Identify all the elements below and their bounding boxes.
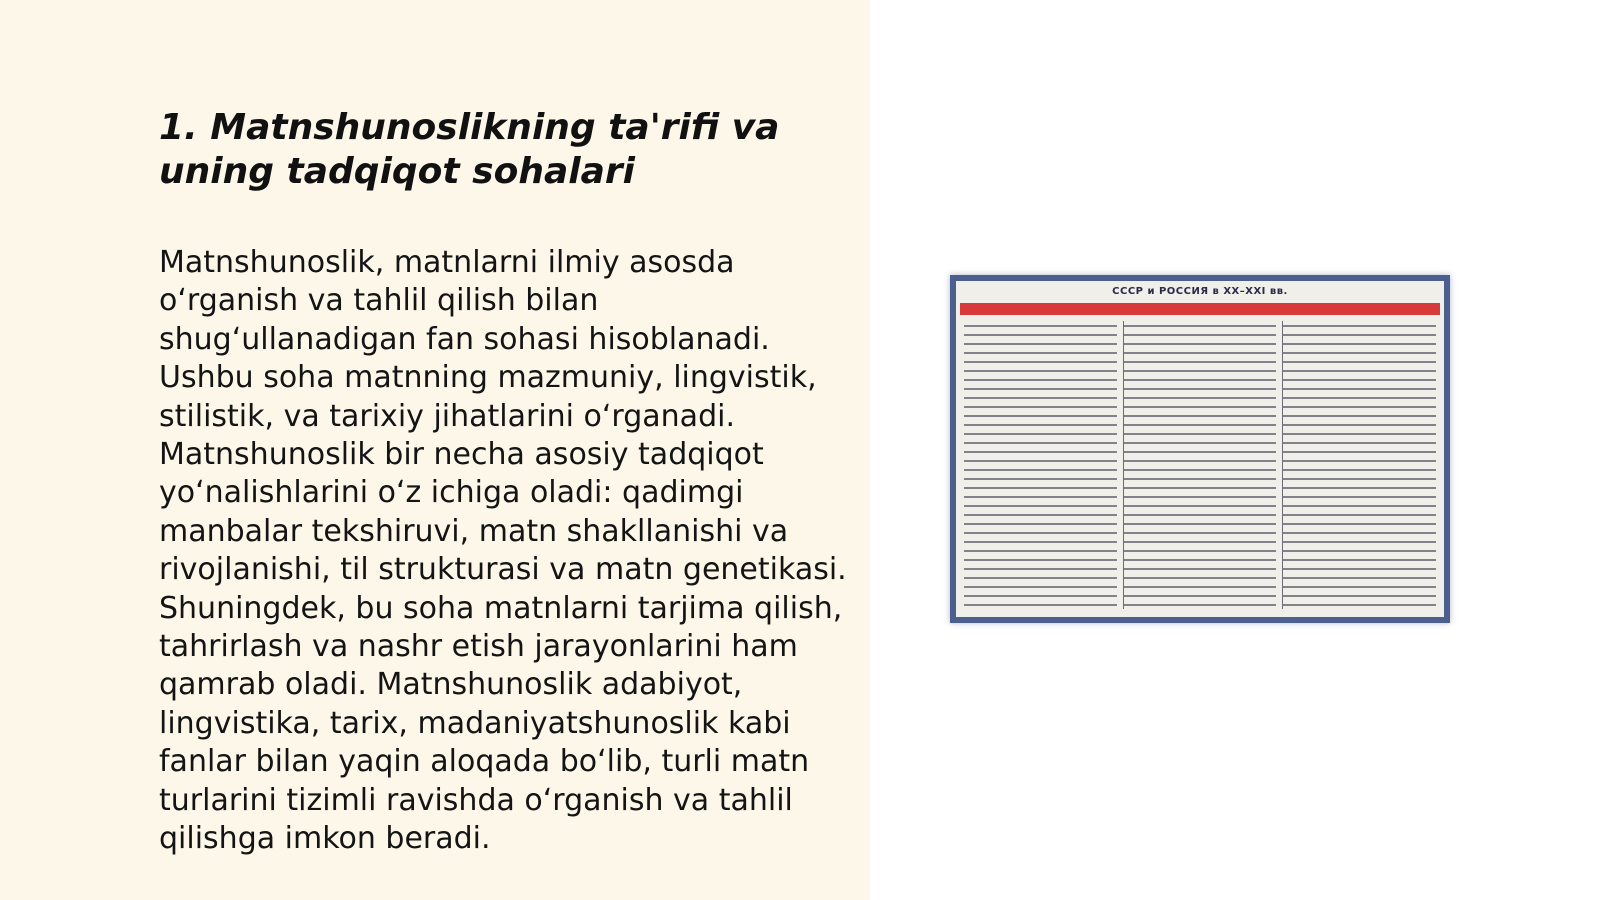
image-red-band xyxy=(960,303,1440,315)
image-text-column xyxy=(964,321,1117,609)
image-sheet xyxy=(956,281,1444,617)
image-heading: СССР и РОССИЯ в XX–XXI вв. xyxy=(1112,286,1288,297)
slide-body-text: Matnshunoslik, matnlarni ilmiy asosda o‘rganish va tahlil qilish bilan shug‘ullanadigan fan sohasi hisoblanadi. Ushbu soha matnning mazmuniy, lingvistik, stilistik, va tarixiy jihatlarini o‘rganadi. Matnshunoslik bir necha asosiy tadqiqot yo‘nalishlarini o‘z ichiga oladi: qadimgi manbalar tekshiruvi, matn shakllanishi va rivojlanishi, til strukturasi va matn genetikasi. Shuningdek, bu soha matnlarni tarjima qilish, tahrirlash va nashr etish jarayonlarini ham qamrab oladi. Matnshunoslik adabiyot, lingvistika, tarix, madaniyatshunoslik kabi fanlar bilan yaqin aloqada bo‘lib, turli matn turlarini tizimli ravishda o‘rganish va tahlil qilishga imkon beradi. xyxy=(159,245,847,857)
chronology-table-image xyxy=(950,275,1450,623)
slide-title: 1. Matnshunoslikning ta'rifi va uning tadqiqot sohalari xyxy=(159,107,780,192)
image-text-column xyxy=(1282,321,1436,609)
image-text-column xyxy=(1123,321,1277,609)
image-text-columns xyxy=(964,321,1436,609)
